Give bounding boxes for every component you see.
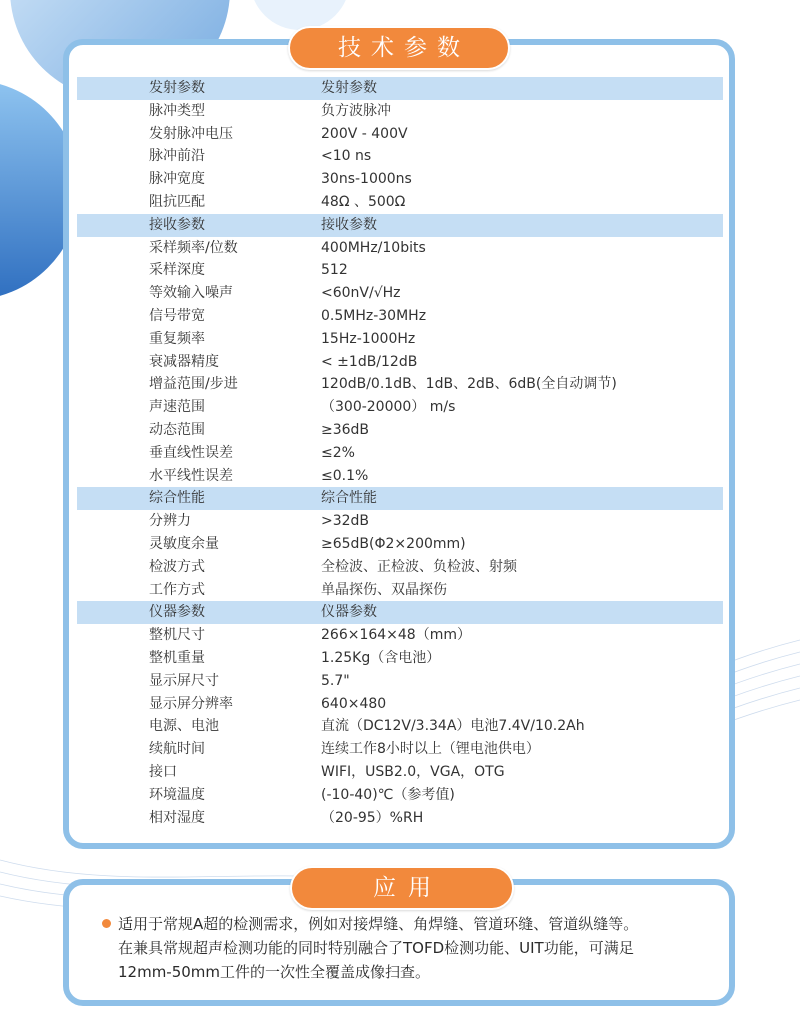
param-value: 负方波脉冲: [321, 102, 391, 119]
param-name: 水平线性误差: [149, 467, 233, 484]
table-row: [77, 556, 723, 579]
param-value: 发射参数: [321, 80, 377, 96]
param-value: （300-20000） m/s: [321, 399, 456, 416]
param-value: >32dB: [321, 513, 370, 530]
param-value: （20-95）%RH: [321, 809, 424, 826]
param-name: 采样深度: [149, 262, 205, 279]
param-name: 检波方式: [149, 558, 205, 575]
param-name: 接收参数: [149, 216, 205, 233]
param-value: <10 ns: [321, 148, 372, 165]
table-row: [77, 738, 723, 761]
table-row: [77, 282, 723, 305]
param-name: 仪器参数: [149, 604, 205, 621]
param-name: 声速范围: [149, 399, 205, 416]
param-name: 整机尺寸: [149, 627, 205, 644]
param-value: 640×480: [321, 695, 387, 712]
param-name: 整机重量: [149, 649, 205, 666]
param-value: 单晶探伤、双晶探伤: [321, 581, 447, 598]
param-value: 综合性能: [321, 490, 377, 507]
table-row: [77, 396, 723, 419]
table-row: [77, 442, 723, 465]
section-header-row: [77, 601, 723, 624]
param-name: 显示屏尺寸: [149, 672, 219, 689]
param-value: 400MHz/10bits: [321, 239, 426, 256]
spec-section-title: 技术参数: [288, 26, 510, 70]
bullet-icon: [102, 919, 111, 928]
application-line: 在兼具常规超声检测功能的同时特别融合了TOFD检测功能、UIT功能，可满足: [118, 939, 634, 957]
param-value: ≥36dB: [321, 421, 370, 438]
param-name: 垂直线性误差: [149, 444, 233, 461]
param-value: 30ns-1000ns: [321, 171, 412, 188]
param-name: 衰减器精度: [149, 353, 219, 370]
param-value: 0.5MHz-30MHz: [321, 307, 427, 324]
table-row: [77, 784, 723, 807]
table-row: [77, 351, 723, 374]
table-row: [77, 328, 723, 351]
application-section-title: 应用: [290, 866, 514, 910]
param-name: 续航时间: [149, 741, 205, 758]
param-value: <60nV/√Hz: [321, 285, 401, 302]
param-name: 显示屏分辨率: [149, 695, 233, 712]
table-row: [77, 465, 723, 488]
param-value: 连续工作8小时以上（锂电池供电）: [321, 741, 540, 758]
param-value: 120dB/0.1dB、1dB、2dB、6dB(全自动调节): [321, 376, 617, 393]
param-name: 重复频率: [149, 330, 205, 347]
param-name: 灵敏度余量: [149, 535, 219, 552]
param-name: 动态范围: [149, 421, 205, 438]
application-line: 适用于常规A超的检测需求，例如对接焊缝、角焊缝、管道环缝、管道纵缝等。: [118, 915, 639, 933]
param-name: 采样频率/位数: [149, 239, 238, 256]
param-name: 发射脉冲电压: [149, 125, 233, 142]
param-value: 5.7": [321, 672, 350, 689]
param-name: 分辨力: [149, 513, 191, 530]
param-value: (-10-40)℃（参考值): [321, 786, 455, 803]
param-value: ≥65dB(Φ2×200mm): [321, 535, 466, 552]
param-name: 相对湿度: [149, 809, 205, 826]
table-row: [77, 533, 723, 556]
param-value: < ±1dB/12dB: [321, 353, 418, 370]
param-name: 信号带宽: [149, 307, 205, 324]
param-value: 全检波、正检波、负检波、射频: [321, 558, 517, 575]
table-row: [77, 807, 723, 830]
param-name: 脉冲类型: [149, 102, 205, 119]
param-name: 接口: [149, 763, 177, 780]
param-name: 脉冲前沿: [149, 148, 205, 165]
spec-table: [77, 77, 723, 829]
param-name: 增益范围/步进: [149, 376, 238, 393]
section-header-row: [77, 77, 723, 100]
param-name: 等效输入噪声: [149, 285, 233, 302]
table-row: [77, 191, 723, 214]
table-row: [77, 373, 723, 396]
param-value: ≤0.1%: [321, 467, 369, 484]
param-name: 工作方式: [149, 581, 205, 598]
section-header-row: [77, 487, 723, 510]
table-row: [77, 237, 723, 260]
param-value: ≤2%: [321, 444, 355, 461]
param-value: 266×164×48（mm）: [321, 627, 471, 644]
table-row: [77, 693, 723, 716]
param-value: 48Ω 、500Ω: [321, 193, 406, 210]
param-name: 阻抗匹配: [149, 193, 205, 210]
param-value: 200V - 400V: [321, 125, 408, 142]
application-line: 12mm-50mm工件的一次性全覆盖成像扫查。: [118, 963, 431, 981]
table-row: [77, 624, 723, 647]
table-row: [77, 145, 723, 168]
table-row: [77, 100, 723, 123]
table-row: [77, 259, 723, 282]
param-name: 电源、电池: [149, 718, 219, 735]
table-row: [77, 123, 723, 146]
application-text: [118, 912, 718, 984]
table-row: [77, 510, 723, 533]
table-row: [77, 715, 723, 738]
table-row: [77, 305, 723, 328]
param-value: WIFI，USB2.0，VGA，OTG: [321, 763, 505, 780]
section-header-row: [77, 214, 723, 237]
table-row: [77, 419, 723, 442]
param-value: 512: [321, 262, 348, 279]
param-name: 综合性能: [149, 490, 205, 507]
table-row: [77, 761, 723, 784]
param-value: 15Hz-1000Hz: [321, 330, 416, 347]
param-name: 脉冲宽度: [149, 171, 205, 188]
param-name: 环境温度: [149, 786, 205, 803]
param-value: 1.25Kg（含电池）: [321, 649, 441, 666]
param-value: 直流（DC12V/3.34A）电池7.4V/10.2Ah: [321, 718, 585, 735]
table-row: [77, 647, 723, 670]
param-name: 发射参数: [149, 80, 205, 96]
param-value: 仪器参数: [321, 604, 377, 621]
table-row: [77, 670, 723, 693]
table-row: [77, 579, 723, 602]
table-row: [77, 168, 723, 191]
param-value: 接收参数: [321, 216, 377, 233]
